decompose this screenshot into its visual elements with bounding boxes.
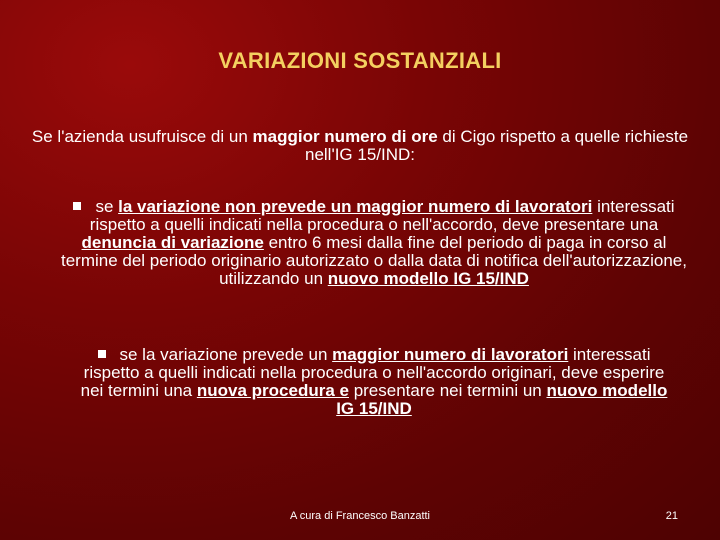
bullet2-underline-1: maggior numero di lavoratori	[332, 345, 569, 364]
bullet1-underline-3: nuovo modello IG 15/IND	[327, 269, 529, 288]
bullet2-underline-2: nuova procedura e	[196, 381, 349, 400]
bullet-item-1	[56, 198, 692, 288]
square-bullet-icon	[73, 202, 81, 210]
intro-bold-text: maggior numero di ore	[252, 127, 438, 146]
bullet1-underline-1: la variazione non prevede un maggior numero di lavoratori	[118, 197, 593, 216]
bullet1-text-1: se	[95, 197, 119, 216]
bullet2-text-2: interessati rispetto a quelli indicati nella procedura o nell'accordo originari, deve esperire nei termini una	[80, 345, 665, 400]
bullet-item-2	[72, 346, 676, 418]
footer-credit: A cura di Francesco Banzatti	[289, 510, 430, 522]
slide-title: VARIAZIONI SOSTANZIALI	[218, 48, 502, 73]
bullet2-text-3: presentare nei termini un	[348, 381, 547, 400]
bullet1-text-3: entro 6 mesi dalla fine del periodo di paga in corso al termine del periodo originario autorizzato o dalla data di notifica dell'autorizzazione, utilizzando un	[60, 233, 687, 288]
bullet2-text-1: se la variazione prevede un	[119, 345, 333, 364]
page-number: 21	[665, 510, 678, 522]
square-bullet-icon	[98, 350, 106, 358]
intro-text-end: di Cigo rispetto a quelle richieste nell'IG 15/IND:	[304, 127, 689, 164]
bullet2-underline-3: nuovo modello IG 15/IND	[336, 381, 668, 418]
bullet1-underline-2: denuncia di variazione	[81, 233, 264, 252]
intro-paragraph	[30, 128, 690, 164]
bullet1-text-2: interessati rispetto a quelli indicati nella procedura o nell'accordo, deve presentare una	[89, 197, 675, 234]
intro-text-start: Se l'azienda usufruisce di un	[31, 127, 253, 146]
